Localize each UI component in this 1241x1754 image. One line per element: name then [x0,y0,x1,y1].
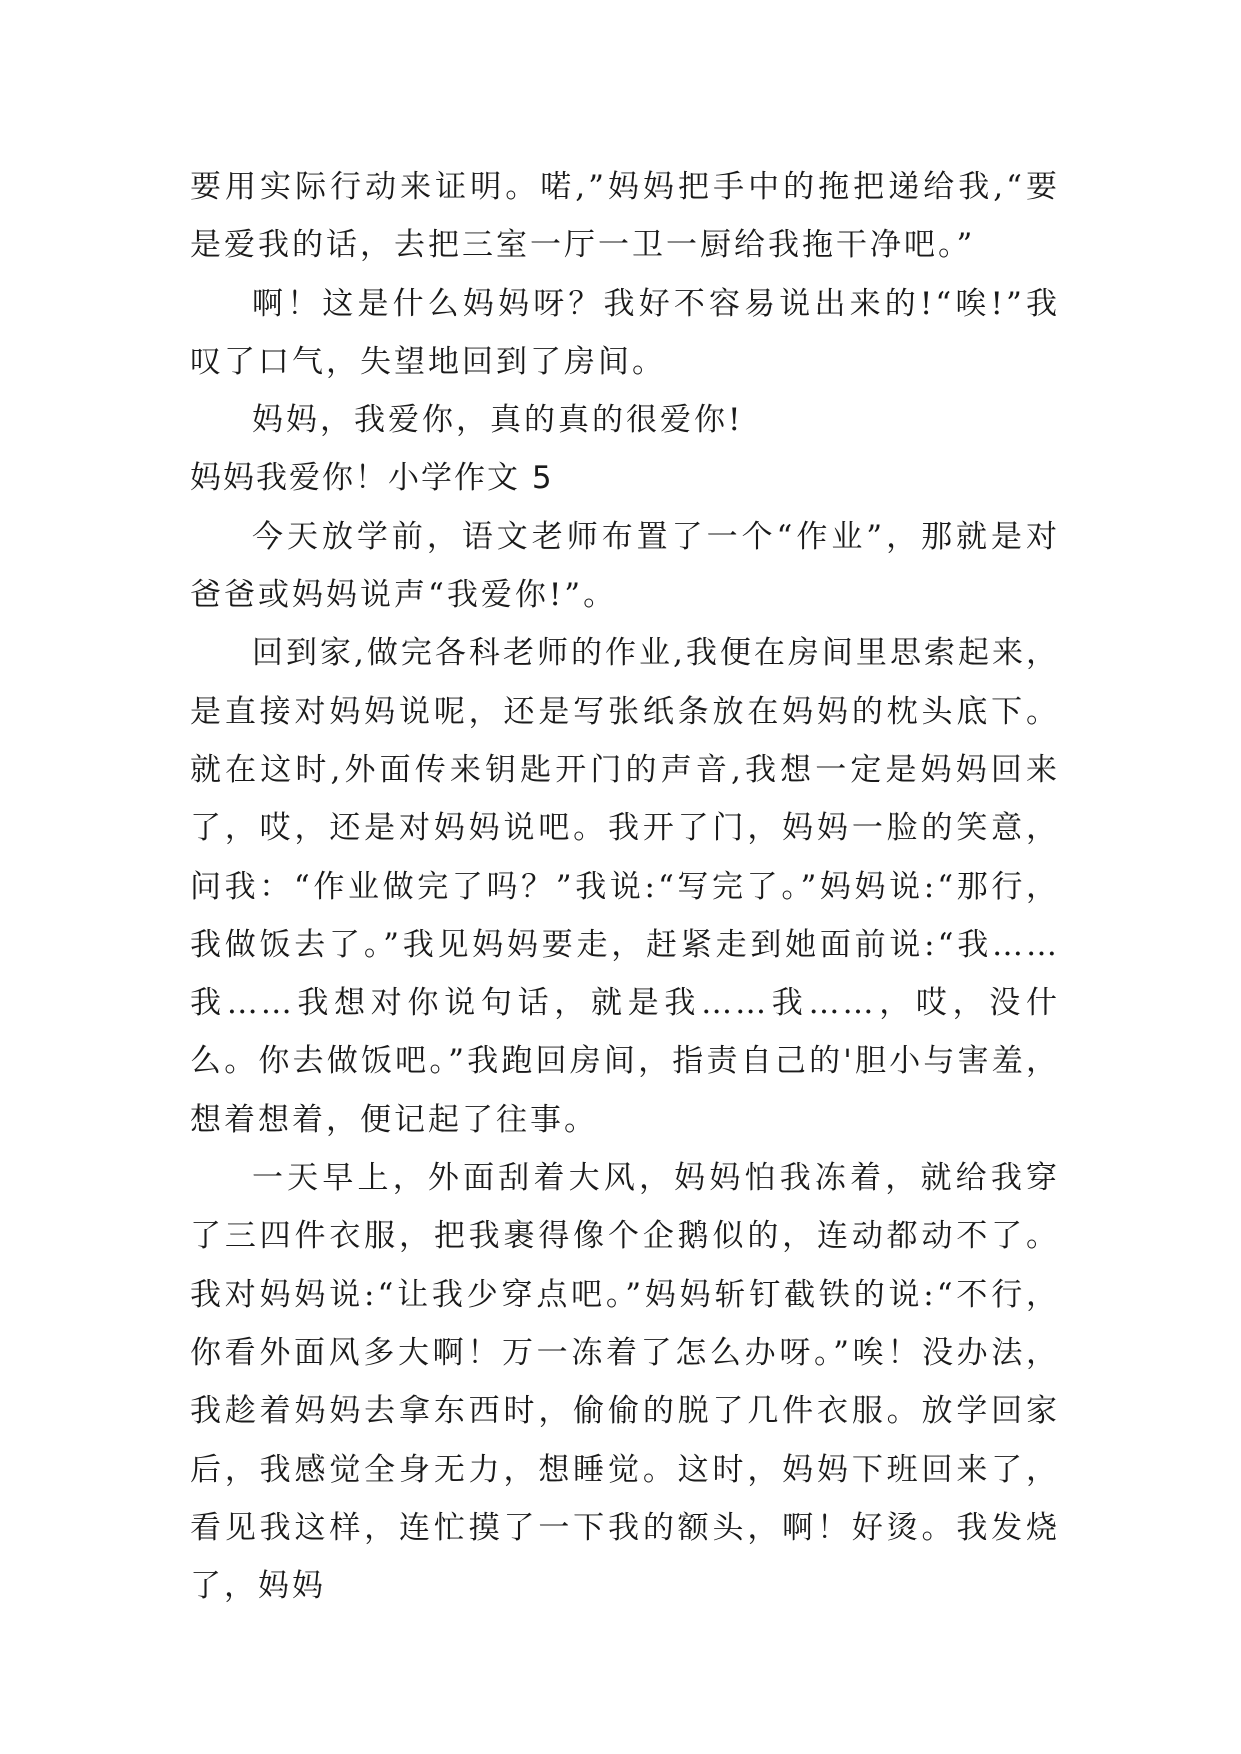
paragraph: 今天放学前，语文老师布置了一个“作业”，那就是对爸爸或妈妈说声“我爱你!”。 [190,518,1060,614]
paragraph: 回到家,做完各科老师的作业,我便在房间里思索起来，是直接对妈妈说呢，还是写张纸条放在妈妈的枕头底下。就在这时,外面传来钥匙开门的声音,我想一定是妈妈回来了，哎，还是对妈妈说吧。我开了门，妈妈一脸的笑意，问我：“作业做完了吗？”我说:“写完了。”妈妈说:“那行，我做饭去了。”我见妈妈要走，赶紧走到她面前说:“我……我……我想对你说句话，就是我……我……，哎，没什么。你去做饭吧。”我跑回房间，指责自己的'胆小与害羞，想着想着，便记起了往事。 [190,635,1060,1138]
paragraph: 啊！这是什么妈妈呀？我好不容易说出来的!“唉!”我叹了口气，失望地回到了房间。 [190,285,1060,380]
document-body [190,158,1060,1615]
paragraph: 妈妈，我爱你，真的真的很爱你! [252,402,744,439]
paragraph: 一天早上，外面刮着大风，妈妈怕我冻着，就给我穿了三四件衣服，把我裹得像个企鹅似的，连动都动不了。我对妈妈说:“让我少穿点吧。”妈妈斩钉截铁的说:“不行，你看外面风多大啊！万一冻着了怎么办呀。”唉！没办法，我趁着妈妈去拿东西时，偷偷的脱了几件衣服。放学回家后，我感觉全身无力，想睡觉。这时，妈妈下班回来了，看见我这样，连忙摸了一下我的额头，啊！好烫。我发烧了，妈妈 [190,1160,1060,1605]
section-heading: 妈妈我爱你！小学作文 5 [190,460,554,497]
paragraph: 要用实际行动来证明。喏,”妈妈把手中的拖把递给我,“要是爱我的话，去把三室一厅一卫一厨给我拖干净吧。” [190,169,1060,264]
